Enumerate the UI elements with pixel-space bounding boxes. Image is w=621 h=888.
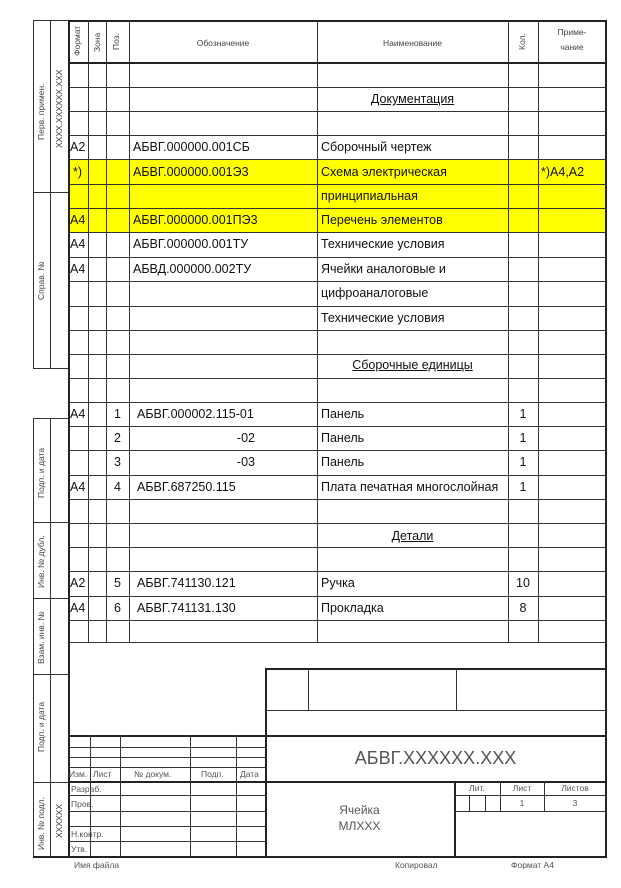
row-qty: 1 xyxy=(519,407,527,421)
side-strip-mid-top xyxy=(50,20,51,368)
side-strip-div1 xyxy=(33,192,68,193)
row-designation: -03 xyxy=(236,455,255,469)
tb-norm-control: Н.контр. xyxy=(71,829,104,839)
tb-log-h2 xyxy=(68,757,265,758)
header-note-line2: чание xyxy=(560,42,584,52)
footer-format: Формат А4 xyxy=(511,860,554,870)
tb-lit-row xyxy=(454,795,606,796)
header-pos: Поз. xyxy=(111,33,121,50)
row-qty: 1 xyxy=(519,480,527,494)
row-name: Ручка xyxy=(321,576,355,590)
row-designation: АБВГ.000002.115-01 xyxy=(137,407,254,421)
row-qty: 1 xyxy=(519,455,527,469)
row-name: цифроаналоговые xyxy=(321,286,429,300)
row-name: Панель xyxy=(321,431,365,445)
footer-copied: Копировал xyxy=(395,860,438,870)
side-strip-div2 xyxy=(33,368,68,369)
tb-change-label: Изм. xyxy=(69,769,88,779)
row-designation: АБВГ.741131.130 xyxy=(137,601,236,615)
tb-sign-label: Подп. xyxy=(201,769,224,779)
tb-lit-label: Лит. xyxy=(469,783,485,793)
tb-docno-label: № докум. xyxy=(134,769,172,779)
row-designation: АБВГ.000000.001Э3 xyxy=(133,165,249,179)
tb-upper-h1 xyxy=(265,710,606,711)
row-designation: АБВГ.687250.115 xyxy=(137,480,236,494)
header-bottom xyxy=(68,62,606,64)
row-designation: -02 xyxy=(236,431,255,445)
tb-sheets-value: 3 xyxy=(572,798,578,808)
row-rule xyxy=(68,499,606,500)
row-pos: 6 xyxy=(114,601,121,615)
row-name: принципиальная xyxy=(321,189,418,203)
tb-main-top xyxy=(265,668,606,670)
row-qty: 8 xyxy=(519,601,527,615)
side-label-instead-inv: Взам. инв. № xyxy=(36,611,46,664)
row-name: Панель xyxy=(321,455,365,469)
row-format: А4 xyxy=(70,262,86,276)
side-label-sign-date-2: Подп. и дата xyxy=(36,701,46,752)
tb-sign-h1 xyxy=(68,795,265,796)
row-pos: 5 xyxy=(114,576,121,590)
side-label-orig-inv: Инв. № подл. xyxy=(36,797,46,850)
row-pos: 4 xyxy=(114,480,121,494)
tb-sheet-hdr: Лист xyxy=(512,783,532,793)
side-strip-b2 xyxy=(33,522,68,523)
row-name: Плата печатная многослойная xyxy=(321,480,499,494)
row-format: А4 xyxy=(70,601,86,615)
tb-lit-v2 xyxy=(485,795,486,811)
row-format: *) xyxy=(73,165,83,179)
header-format: Формат xyxy=(72,25,82,56)
header-zone: Зона xyxy=(92,32,102,52)
row-designation: АБВГ.000000.001ПЭ3 xyxy=(133,213,258,227)
tb-developed: Разраб. xyxy=(71,784,102,794)
tb-lit-v1 xyxy=(469,795,470,811)
tb-sign-h2 xyxy=(68,811,265,812)
row-qty: 10 xyxy=(516,576,530,590)
row-format: А4 xyxy=(70,213,86,227)
row-rule xyxy=(68,111,606,112)
row-name: Прокладка xyxy=(321,601,384,615)
tb-log-h1 xyxy=(68,747,265,748)
row-qty: 1 xyxy=(519,431,527,445)
row-format: А2 xyxy=(70,140,86,154)
col-line-designation xyxy=(129,20,130,642)
tb-name-line2: МЛХХХ xyxy=(338,819,381,833)
side-label-sign-date-1: Подп. и дата xyxy=(36,447,46,498)
tb-checked: Пров. xyxy=(71,799,94,809)
side-strip-b1 xyxy=(33,418,68,419)
row-name: Ячейки аналоговые и xyxy=(321,262,446,276)
tb-sheets-hdr: Листов xyxy=(561,783,589,793)
side-strip-b3 xyxy=(33,598,68,599)
tb-top-line xyxy=(68,642,606,643)
side-strip-b4 xyxy=(33,674,68,675)
row-pos: 3 xyxy=(114,455,121,469)
row-format: А4 xyxy=(70,480,86,494)
row-name: Технические условия xyxy=(321,237,445,251)
side-label-ref-no: Справ. № xyxy=(36,261,46,300)
tb-name-line1: Ячейка xyxy=(339,803,380,817)
row-designation: АБВГ.741130.121 xyxy=(137,576,236,590)
tb-designation: АБВГ.ХХХХХХ.ХХХ xyxy=(354,748,517,768)
frame-bottom xyxy=(33,856,607,858)
header-name: Наименование xyxy=(383,38,442,48)
row-name: Схема электрическая xyxy=(321,165,447,179)
tb-approved: Утв. xyxy=(71,844,88,854)
header-note-line1: Приме- xyxy=(557,27,587,37)
section-parts: Детали xyxy=(391,529,434,543)
col-line-note xyxy=(538,20,539,642)
tb-designation-top xyxy=(68,735,606,737)
tb-upper-v2 xyxy=(456,668,457,710)
row-designation: АБВД.000000.002ТУ xyxy=(133,262,252,276)
header-qty: Кол. xyxy=(517,33,527,50)
row-rule xyxy=(68,378,606,379)
row-rule xyxy=(68,330,606,331)
frame-top xyxy=(68,20,607,22)
row-note: *)А4,А2 xyxy=(541,165,585,179)
row-format: А4 xyxy=(70,237,86,251)
side-label-orig-inv-value: ХХХХХХ xyxy=(54,803,64,838)
tb-date-label: Дата xyxy=(240,769,259,779)
row-name: Технические условия xyxy=(321,311,445,325)
col-line-pos xyxy=(106,20,107,642)
section-assemblies: Сборочные единицы xyxy=(352,358,473,372)
row-pos: 1 xyxy=(114,407,121,421)
frame-right xyxy=(605,20,607,857)
tb-lit-row2 xyxy=(454,811,606,812)
footer-file-name: Имя файла xyxy=(74,860,120,870)
row-designation: АБВГ.000000.001ТУ xyxy=(133,237,249,251)
tb-sheet-value: 1 xyxy=(519,798,525,808)
row-name: Панель xyxy=(321,407,365,421)
col-line-qty xyxy=(508,20,509,642)
side-strip-mid-bottom xyxy=(50,418,51,856)
side-label-first-use: Перв. примен. xyxy=(36,83,46,140)
tb-upper-v1 xyxy=(308,668,309,710)
row-name: Перечень элементов xyxy=(321,213,443,227)
side-label-dup-inv: Инв. № дубл. xyxy=(36,535,46,588)
tb-sign-h4 xyxy=(68,841,265,842)
tb-sheet-label: Лист xyxy=(93,769,112,779)
tb-log-h3 xyxy=(68,767,265,768)
section-docs: Документация xyxy=(370,92,455,106)
side-strip-b5 xyxy=(33,782,68,783)
row-designation: АБВГ.000000.001СБ xyxy=(133,140,250,154)
col-line-name xyxy=(317,20,318,642)
col-line-zone xyxy=(88,20,89,642)
side-strip-outer-bottom xyxy=(33,418,34,856)
side-strip-outer-top xyxy=(33,20,34,368)
header-designation: Обозначение xyxy=(196,38,250,48)
side-strip-top xyxy=(33,20,68,21)
row-format: А2 xyxy=(70,576,86,590)
row-pos: 2 xyxy=(114,431,121,445)
side-label-first-use-value: ХХХХ.ХХХХХХ.ХХХ xyxy=(54,69,64,148)
row-rule xyxy=(68,620,606,621)
row-format: А4 xyxy=(70,407,86,421)
row-name: Сборочный чертеж xyxy=(321,140,432,154)
tb-sign-h3 xyxy=(68,826,265,827)
